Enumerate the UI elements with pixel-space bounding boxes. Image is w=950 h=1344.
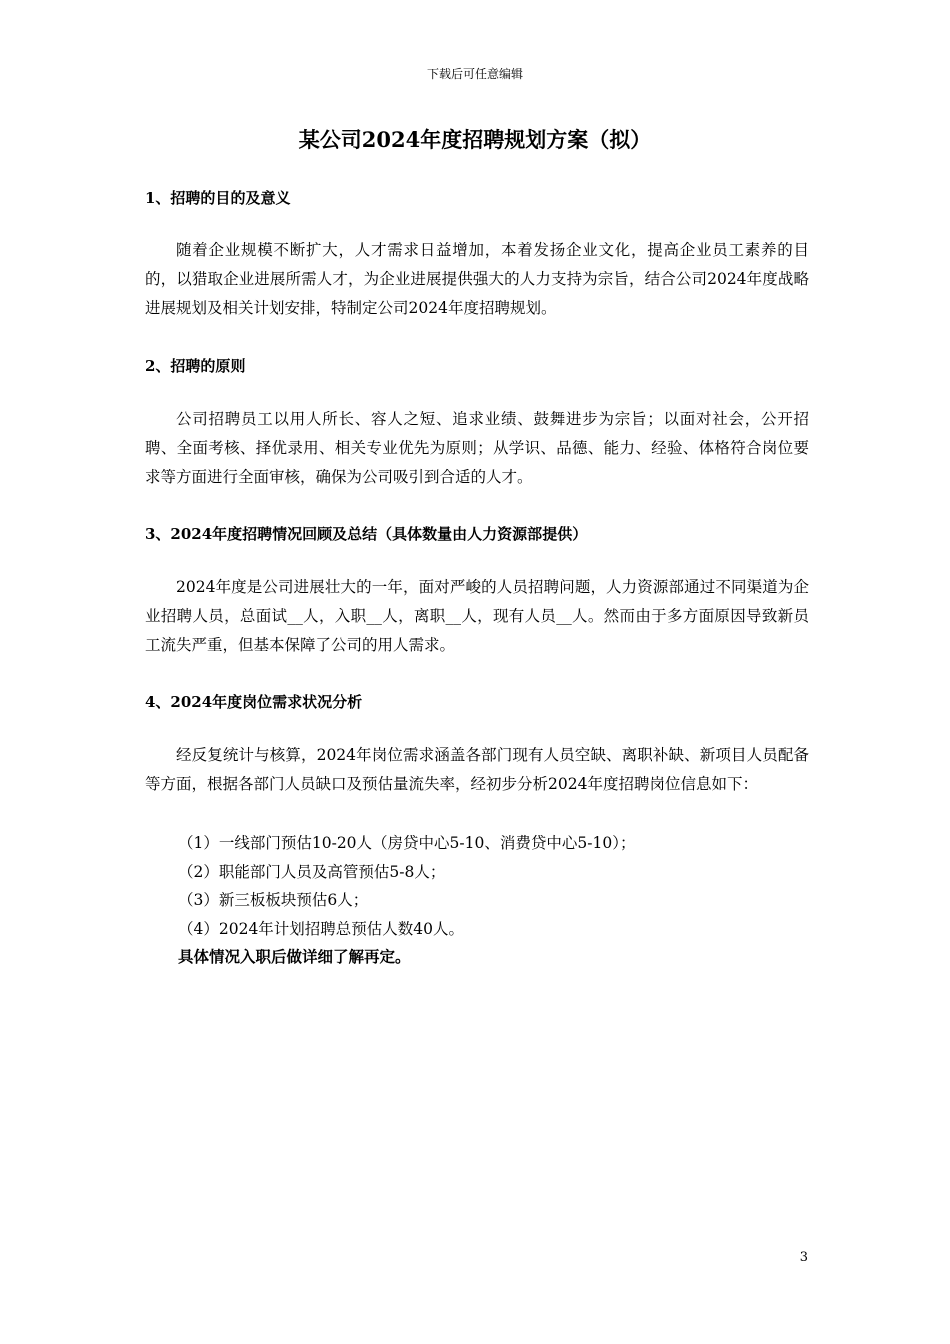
section-paragraph-review: 2024年度是公司进展壮大的一年，面对严峻的人员招聘问题，人力资源部通过不同渠道为企业招聘人员，总面试__人，入职__人，离职__人，现有人员__人。然而由于多方面原因导致新员工流失严重，但基本保障了公司的用人需求。	[145, 578, 809, 654]
page-number: 3	[799, 1250, 808, 1265]
section-heading-review: 3、2024年度招聘情况回顾及总结（具体数量由人力资源部提供）	[145, 525, 588, 543]
list-item: （2）职能部门人员及高管预估5-8人；	[178, 863, 446, 881]
section-heading-purpose: 1、招聘的目的及意义	[145, 189, 291, 207]
section-paragraph-principles: 公司招聘员工以用人所长、容人之短、追求业绩、鼓舞进步为宗旨；以面对社会，公开招聘、全面考核、择优录用、相关专业优先为原则；从学识、品德、能力、经验、体格符合岗位要求等方面进行全面审核，确保为公司吸引到合适的人才。	[145, 410, 809, 486]
closing-note: 具体情况入职后做详细了解再定。	[178, 947, 411, 966]
list-item: （3）新三板板块预估6人；	[178, 891, 369, 909]
section-paragraph-demand: 经反复统计与核算，2024年岗位需求涵盖各部门现有人员空缺、离职补缺、新项目人员配备等方面，根据各部门人员缺口及预估量流失率，经初步分析2024年度招聘岗位信息如下：	[145, 746, 809, 793]
document-title: 某公司2024年度招聘规划方案（拟）	[298, 127, 652, 152]
section-heading-principles: 2、招聘的原则	[145, 357, 246, 375]
section-paragraph-purpose: 随着企业规模不断扩大，人才需求日益增加，本着发扬企业文化，提高企业员工素养的目的，以猎取企业进展所需人才，为企业进展提供强大的人力支持为宗旨，结合公司2024年度战略进展规划及相关计划安排，特制定公司2024年度招聘规划。	[145, 241, 809, 317]
list-item: （1）一线部门预估10-20人（房贷中心5-10、消费贷中心5-10）；	[178, 834, 636, 852]
section-heading-demand: 4、2024年度岗位需求状况分析	[145, 693, 363, 711]
page-header-note: 下载后可任意编辑	[426, 67, 523, 81]
list-item: （4）2024年计划招聘总预估人数40人。	[178, 920, 465, 938]
